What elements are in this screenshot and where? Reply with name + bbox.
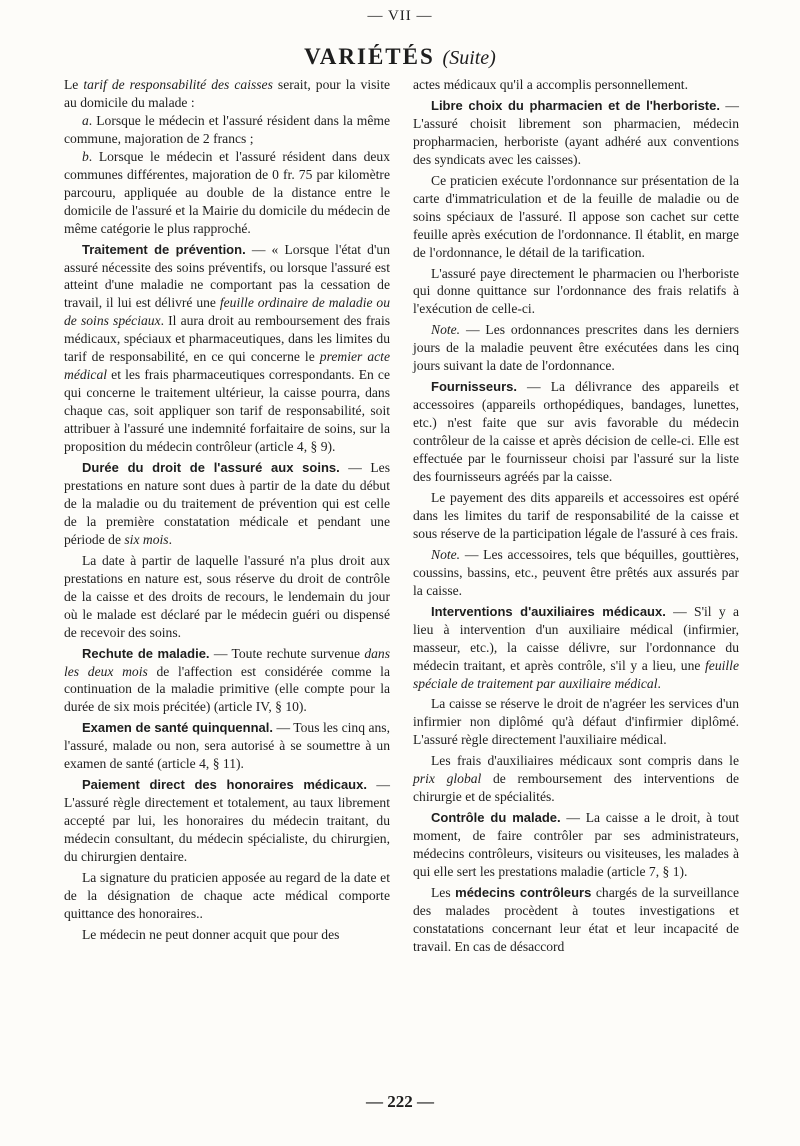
section-heading: Interventions d'auxiliaires médicaux. xyxy=(431,603,666,619)
paragraph: La caisse se réserve le droit de n'agréer les services d'un infirmier non diplômé qu'à défaut d'infirmier diplômé. L'assuré règle directement l'auxiliaire médical. xyxy=(413,696,739,748)
section-heading: Libre choix du pharmacien et de l'herboriste. xyxy=(431,97,720,113)
section-heading: Traitement de prévention. xyxy=(82,241,246,257)
section-heading: Durée du droit de l'assuré aux soins. xyxy=(82,460,340,476)
section-heading: Paiement direct des honoraires médicaux. xyxy=(82,777,367,793)
paragraph: La date à partir de laquelle l'assuré n'a plus droit aux prestations en nature est, sous réserve du droit de contrôle de la caisse et des droits de recours, le lendemain du jour où le malade est déclaré par le médecin guéri ou dispensé de recevoir des soins. xyxy=(64,552,390,640)
paragraph: Ce praticien exécute l'ordonnance sur présentation de la carte d'immatriculation et de la feuille de maladie ou de soins spéciaux de l'assuré. Il appose son cachet sur cette feuille après exécution de l'ordonnance. Il établit, en marge de l'ordonnance, le détail de la tarification. xyxy=(413,172,739,260)
paragraph: Le tarif de responsabilité des caisses serait, pour la visite au domicile du malade : xyxy=(64,77,391,110)
section-heading: Fournisseurs. xyxy=(431,379,517,395)
paragraph: a. Lorsque le médecin et l'assuré résident dans la même commune, majoration de 2 francs ; xyxy=(64,112,390,146)
page-number: — 222 — xyxy=(366,1092,434,1111)
paragraph: actes médicaux qu'il a accomplis personnellement. xyxy=(413,77,688,92)
paragraph: Rechute de maladie. — Toute rechute survenue dans les deux mois de l'affection est considérée comme la continuation de la maladie primitive (elle compte pour la durée de six mois précitée) (article IV, § 10). xyxy=(64,645,390,715)
section-heading: médecins contrôleurs xyxy=(455,884,592,900)
paragraph: Paiement direct des honoraires médicaux. — L'assuré règle directement et totalement, au taux librement accepté par lui, les honoraires du médecin traitant, du médecin consultant, du médecin spécialiste, du chirurgien, du chirurgien dentaire. xyxy=(64,777,390,865)
paragraph: L'assuré paye directement le pharmacien ou l'herboriste qui donne quittance sur l'ordonnance des frais relatifs à l'exécution de celle-ci. xyxy=(413,265,739,317)
paragraph: La signature du praticien apposée au regard de la date et de la désignation de chaque acte médical comporte quittance des honoraires.. xyxy=(64,869,390,921)
title-suffix: (Suite) xyxy=(442,47,496,69)
right-column xyxy=(413,76,739,956)
section-heading: Rechute de maladie. xyxy=(82,645,210,661)
section-title xyxy=(0,44,800,70)
title-text: VARIÉTÉS xyxy=(304,44,435,69)
paragraph: Traitement de prévention. — « Lorsque l'état d'un assuré nécessite des soins préventifs, ou lorsque l'assuré est atteint d'une maladie ne comportant pas la cessation de travail, il lui est délivré une feuille ordinaire de maladie ou de soins spéciaux. Il aura droit au remboursement des frais médicaux, spéciaux et pharmaceutiques, dans les limites du tarif de responsabilité, en ce qui concerne le premier acte médical et les frais pharmaceutiques correspondants. En ce qui concerne le traitement ultérieur, la caisse pourra, dans chaque cas, soit appliquer son tarif de responsabilité, soit attribuer à l'assuré une indemnité forfaitaire de soins, sur la proposition du médecin contrôleur (article 4, § 9). xyxy=(64,241,391,455)
note-label: Note. xyxy=(431,546,461,562)
paragraph: Note. — Les ordonnances prescrites dans les derniers jours de la maladie peuvent être exécutées dans les cinq jours suivant la date de l'ordonnance. xyxy=(413,322,739,374)
paragraph: Les frais d'auxiliaires médicaux sont compris dans le prix global de remboursement des interventions de chirurgie et de spécialités. xyxy=(413,753,739,805)
paragraph: Interventions d'auxiliaires médicaux. — S'il y a lieu à intervention d'un auxiliaire médical (infirmier, masseur, etc.), la caisse délivre, sur l'ordonnance du médecin traitant, et après contrôle, s'il y a lieu, une feuille spéciale de traitement par auxiliaire médical. xyxy=(413,603,739,691)
paragraph: Contrôle du malade. — La caisse a le droit, à tout moment, de faire contrôler par ses administrateurs, médecins contrôleurs, visiteurs ou visiteuses, les malades à qui elle sert les prestations maladie (article 7, § 1). xyxy=(413,810,739,880)
paragraph: Note. — Les accessoires, tels que béquilles, gouttières, coussins, bassins, etc., peuvent être prêtés aux assurés par la caisse. xyxy=(413,546,739,598)
paragraph: Les médecins contrôleurs chargés de la surveillance des malades procèdent à toutes investigations et constatations concernant leur état et leur incapacité de travail. En cas de désaccord xyxy=(413,884,739,954)
paragraph: Durée du droit de l'assuré aux soins. — Les prestations en nature sont dues à partir de la date du début de la maladie ou du traitement de prévention qui est celle de la première constatation médicale et pendant une période de six mois. xyxy=(64,460,390,547)
section-heading: Contrôle du malade. xyxy=(431,810,561,826)
paragraph: Libre choix du pharmacien et de l'herboriste. — L'assuré choisit librement son pharmacien, médecin propharmacien, herboriste (ayant adhéré aux conventions des syndicats avec les caisses). xyxy=(413,97,739,167)
paragraph: Examen de santé quinquennal. — Tous les cinq ans, l'assuré, malade ou non, sera autorisé à se soumettre à un examen de santé (article 4, § 11). xyxy=(64,720,390,772)
roman-page-number: — VII — xyxy=(367,8,433,24)
paragraph: Le médecin ne peut donner acquit que pour des xyxy=(82,926,340,942)
paragraph: b. Lorsque le médecin et l'assuré résident dans deux communes différentes, majoration de 0 fr. 75 par kilomètre parcouru, appliquée au double de la distance entre le domicile de l'assuré et la Mairie du domicile du médecin de même catégorie le plus rapproché. xyxy=(64,148,390,236)
paragraph: Le payement des dits appareils et accessoires est opéré dans les limites du tarif de responsabilité de la caisse et sous réserve de la participation légale de l'assuré à ces frais. xyxy=(413,489,739,541)
paragraph: Fournisseurs. — La délivrance des appareils et accessoires (appareils orthopédiques, bandages, lunettes, etc.) n'est faite que sur avis favorable du médecin contrôleur de la caisse et après décision de celle-ci. Elle est effectuée par le fournisseur choisi par l'assuré sur la liste des fournisseurs agréés par la caisse. xyxy=(413,379,739,485)
note-label: Note. xyxy=(431,322,461,338)
section-heading: Examen de santé quinquennal. xyxy=(82,720,273,736)
left-column xyxy=(64,76,390,944)
